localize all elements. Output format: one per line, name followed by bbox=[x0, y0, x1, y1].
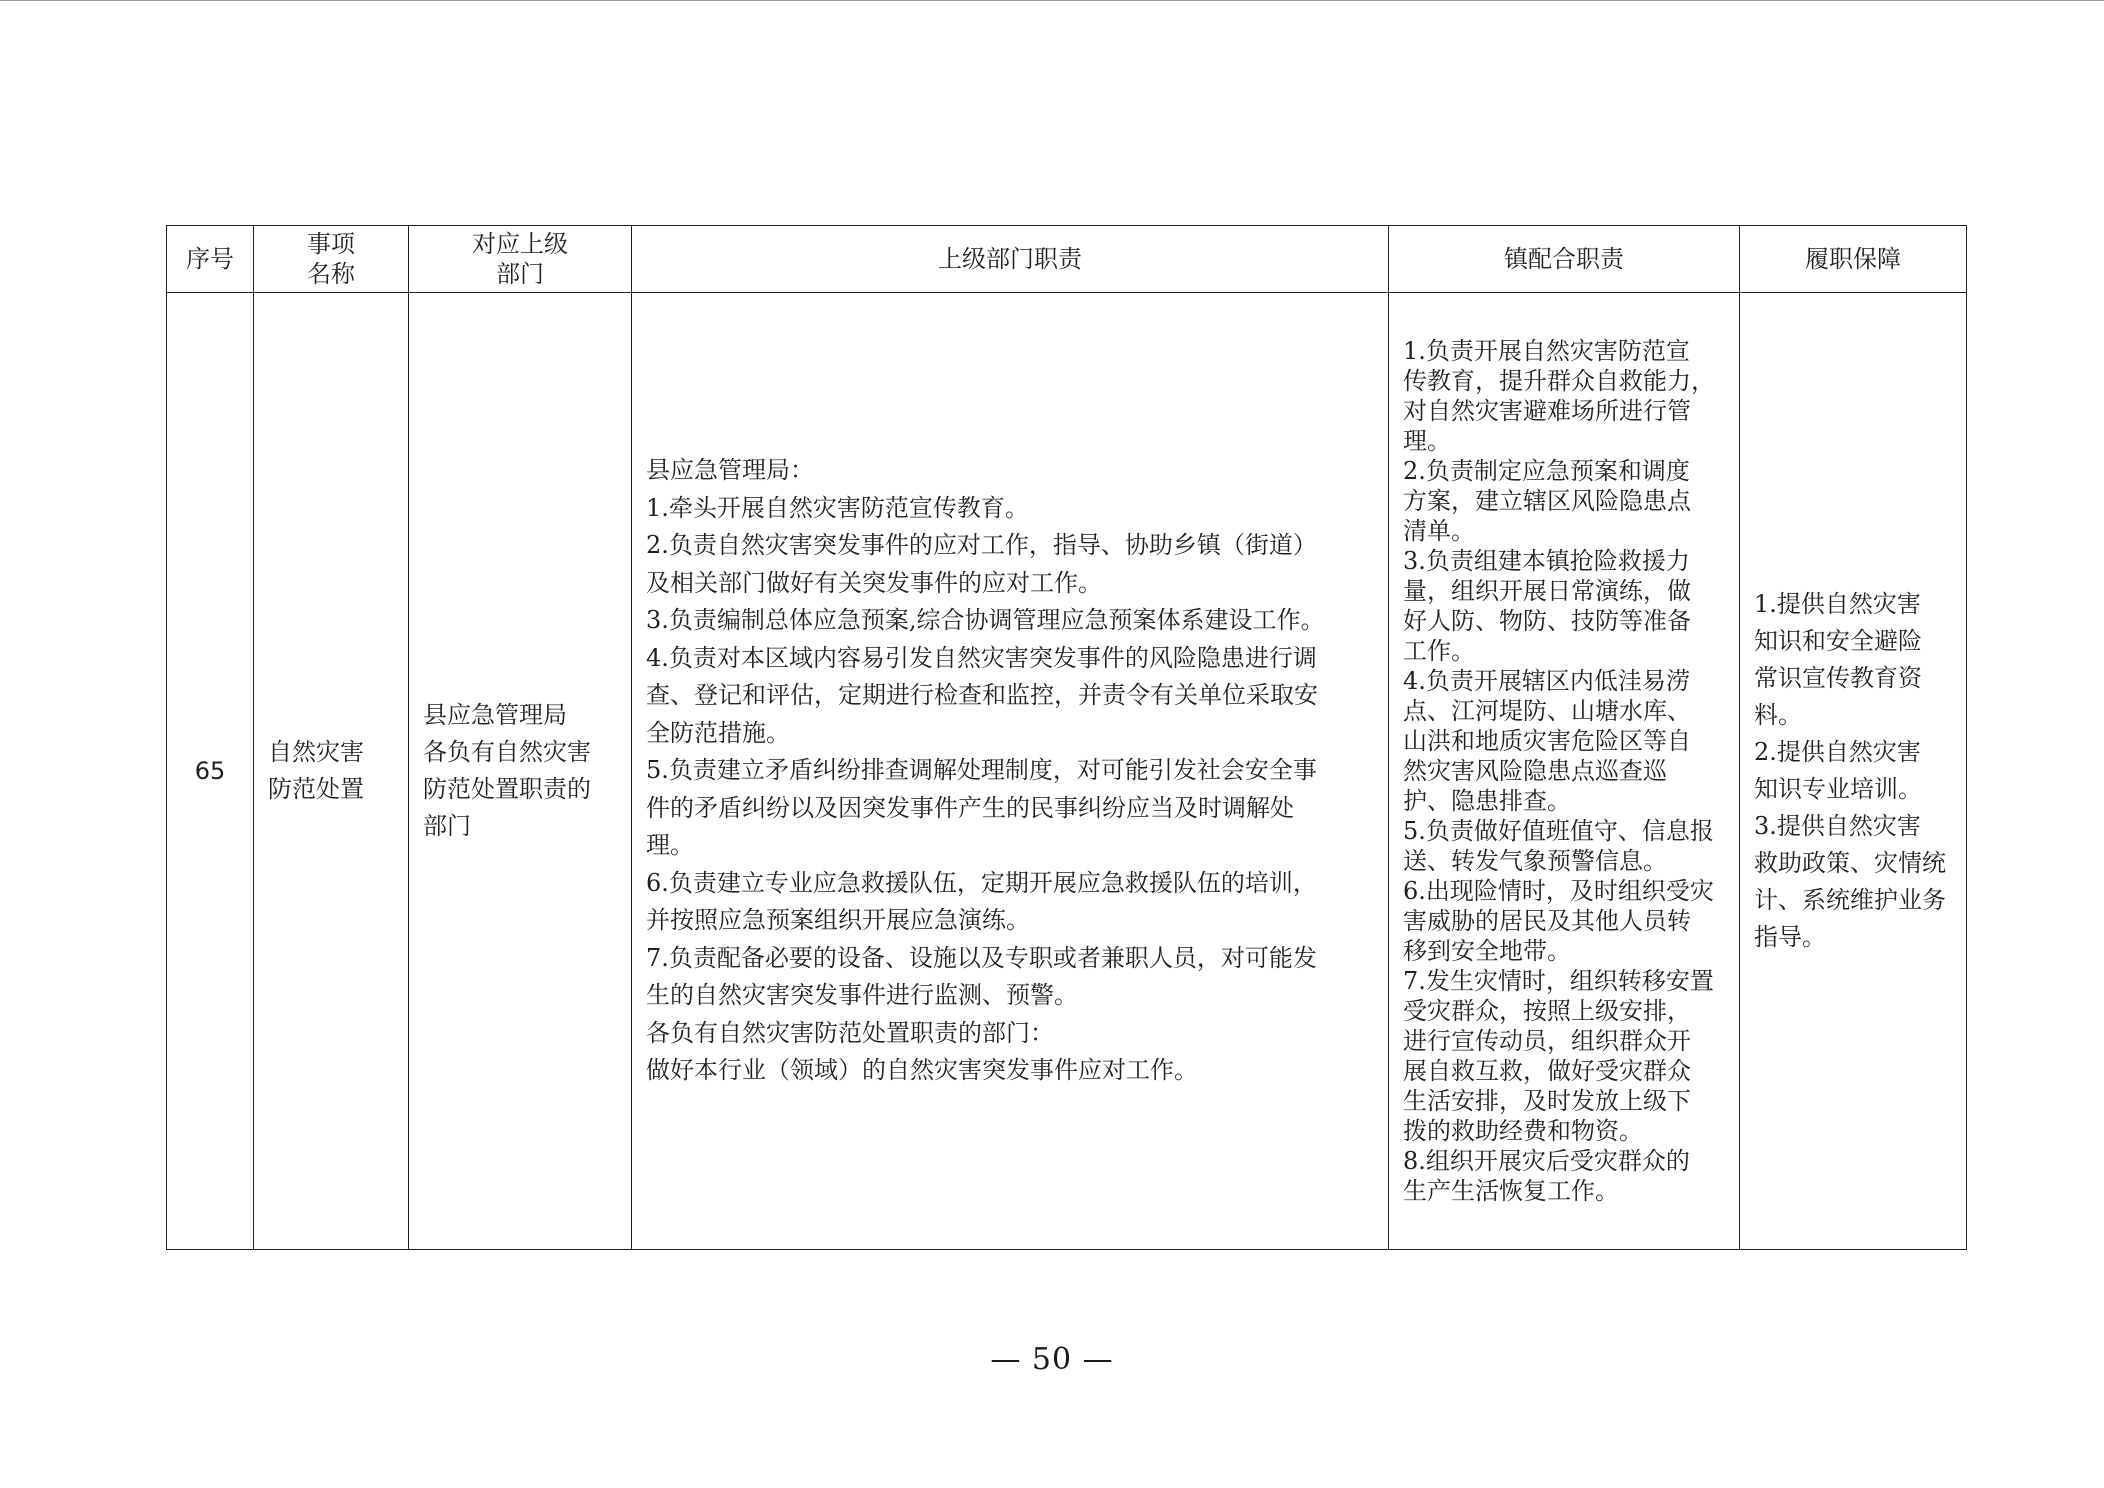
row-upper-dept bbox=[409, 293, 632, 1250]
upper-duty-line: 全防范措施。 bbox=[646, 718, 790, 747]
town-duty-line: 山洪和地质灾害危险区等自 bbox=[1403, 727, 1691, 755]
page-top-rule bbox=[0, 0, 2104, 1]
row-upper-duties bbox=[632, 293, 1389, 1250]
guarantee-line: 知识和安全避险 bbox=[1754, 627, 1922, 655]
guarantee-line: 知识专业培训。 bbox=[1754, 775, 1922, 803]
item-name-line: 自然灾害 bbox=[268, 738, 364, 766]
town-duty-line: 7.发生灾情时，组织转移安置 bbox=[1403, 967, 1714, 995]
town-duty-line: 害威胁的居民及其他人员转 bbox=[1403, 907, 1691, 935]
header-item-name-line-1: 事项 bbox=[307, 230, 355, 258]
upper-duty-line: 件的矛盾纠纷以及因突发事件产生的民事纠纷应当及时调解处 bbox=[646, 793, 1294, 822]
header-upper-dept-line-2: 部门 bbox=[496, 260, 544, 288]
upper-duty-line: 并按照应急预案组织开展应急演练。 bbox=[646, 906, 1030, 935]
town-duty-line: 送、转发气象预警信息。 bbox=[1403, 847, 1667, 875]
guarantee-line: 计、系统维护业务 bbox=[1754, 886, 1946, 914]
header-town-duties: 镇配合职责 bbox=[1389, 226, 1740, 293]
upper-duty-line: 4.负责对本区域内容易引发自然灾害突发事件的风险隐患进行调 bbox=[646, 643, 1317, 672]
upper-dept-line: 部门 bbox=[423, 812, 471, 840]
town-duty-line: 工作。 bbox=[1403, 637, 1475, 665]
town-duty-line: 好人防、物防、技防等准备 bbox=[1403, 607, 1691, 635]
table-header-row bbox=[167, 226, 1967, 293]
upper-duty-line: 做好本行业（领域）的自然灾害突发事件应对工作。 bbox=[646, 1056, 1198, 1085]
upper-duty-line: 各负有自然灾害防范处置职责的部门： bbox=[646, 1018, 1054, 1047]
town-duty-line: 生产生活恢复工作。 bbox=[1403, 1177, 1619, 1205]
guarantee-line: 常识宣传教育资 bbox=[1754, 664, 1922, 692]
town-duty-line: 6.出现险情时，及时组织受灾 bbox=[1403, 877, 1714, 905]
town-duty-line: 对自然灾害避难场所进行管 bbox=[1403, 397, 1691, 425]
upper-duty-line: 县应急管理局： bbox=[646, 456, 814, 485]
town-duty-line: 8.组织开展灾后受灾群众的 bbox=[1403, 1147, 1690, 1175]
header-upper-dept bbox=[409, 226, 632, 293]
town-duty-line: 展自救互救，做好受灾群众 bbox=[1403, 1057, 1691, 1085]
upper-duty-line: 3.负责编制总体应急预案,综合协调管理应急预案体系建设工作。 bbox=[646, 606, 1325, 635]
town-duty-line: 传教育，提升群众自救能力， bbox=[1403, 367, 1715, 395]
row-town-duties bbox=[1389, 293, 1740, 1250]
upper-duty-line: 理。 bbox=[646, 831, 694, 860]
town-duty-line: 1.负责开展自然灾害防范宣 bbox=[1403, 337, 1690, 365]
town-duty-line: 护、隐患排查。 bbox=[1403, 787, 1571, 815]
upper-duty-line: 及相关部门做好有关突发事件的应对工作。 bbox=[646, 568, 1102, 597]
upper-duty-line: 1.牵头开展自然灾害防范宣传教育。 bbox=[646, 493, 1029, 522]
town-duty-line: 清单。 bbox=[1403, 517, 1475, 545]
guarantee-line: 1.提供自然灾害 bbox=[1754, 590, 1921, 618]
header-item-name-line-2: 名称 bbox=[307, 260, 355, 288]
town-duty-line: 生活安排，及时发放上级下 bbox=[1403, 1087, 1691, 1115]
town-duty-line: 5.负责做好值班值守、信息报 bbox=[1403, 817, 1714, 845]
town-duty-line: 方案，建立辖区风险隐患点 bbox=[1403, 487, 1691, 515]
upper-duty-line: 5.负责建立矛盾纠纷排查调解处理制度，对可能引发社会安全事 bbox=[646, 756, 1317, 785]
town-duty-line: 拨的救助经费和物资。 bbox=[1403, 1117, 1643, 1145]
header-seq: 序号 bbox=[167, 226, 254, 293]
guarantee-line: 指导。 bbox=[1754, 923, 1826, 951]
page-number: — 50 — bbox=[990, 1342, 1114, 1377]
upper-duty-line: 查、登记和评估，定期进行检查和监控，并责令有关单位采取安 bbox=[646, 681, 1318, 710]
upper-dept-line: 各负有自然灾害 bbox=[423, 738, 591, 766]
town-duty-line: 3.负责组建本镇抢险救援力 bbox=[1403, 547, 1690, 575]
guarantee-line: 料。 bbox=[1754, 701, 1802, 729]
row-seq: 65 bbox=[167, 293, 254, 1250]
header-upper-duties: 上级部门职责 bbox=[632, 226, 1389, 293]
duty-table bbox=[166, 225, 1967, 1250]
upper-duty-line: 7.负责配备必要的设备、设施以及专职或者兼职人员，对可能发 bbox=[646, 943, 1317, 972]
town-duty-line: 2.负责制定应急预案和调度 bbox=[1403, 457, 1690, 485]
town-duty-line: 4.负责开展辖区内低洼易涝 bbox=[1403, 667, 1690, 695]
upper-dept-line: 县应急管理局 bbox=[423, 701, 567, 729]
row-guarantee bbox=[1740, 293, 1967, 1250]
upper-duty-line: 2.负责自然灾害突发事件的应对工作，指导、协助乡镇（街道） bbox=[646, 531, 1317, 560]
town-duty-line: 移到安全地带。 bbox=[1403, 937, 1571, 965]
upper-duty-line: 生的自然灾害突发事件进行监测、预警。 bbox=[646, 981, 1078, 1010]
town-duty-line: 受灾群众，按照上级安排， bbox=[1403, 997, 1691, 1025]
guarantee-line: 3.提供自然灾害 bbox=[1754, 812, 1921, 840]
upper-dept-line: 防范处置职责的 bbox=[423, 775, 591, 803]
header-upper-dept-line-1: 对应上级 bbox=[472, 230, 568, 258]
guarantee-line: 2.提供自然灾害 bbox=[1754, 738, 1921, 766]
table-row bbox=[167, 293, 1967, 1250]
town-duty-line: 然灾害风险隐患点巡查巡 bbox=[1403, 757, 1667, 785]
header-item-name bbox=[254, 226, 409, 293]
upper-duty-line: 6.负责建立专业应急救援队伍，定期开展应急救援队伍的培训， bbox=[646, 868, 1317, 897]
item-name-line: 防范处置 bbox=[268, 775, 364, 803]
guarantee-line: 救助政策、灾情统 bbox=[1754, 849, 1946, 877]
town-duty-line: 理。 bbox=[1403, 427, 1451, 455]
town-duty-line: 进行宣传动员，组织群众开 bbox=[1403, 1027, 1691, 1055]
town-duty-line: 点、江河堤防、山塘水库、 bbox=[1403, 697, 1691, 725]
town-duty-line: 量，组织开展日常演练，做 bbox=[1403, 577, 1691, 605]
header-guarantee: 履职保障 bbox=[1740, 226, 1967, 293]
row-item-name bbox=[254, 293, 409, 1250]
